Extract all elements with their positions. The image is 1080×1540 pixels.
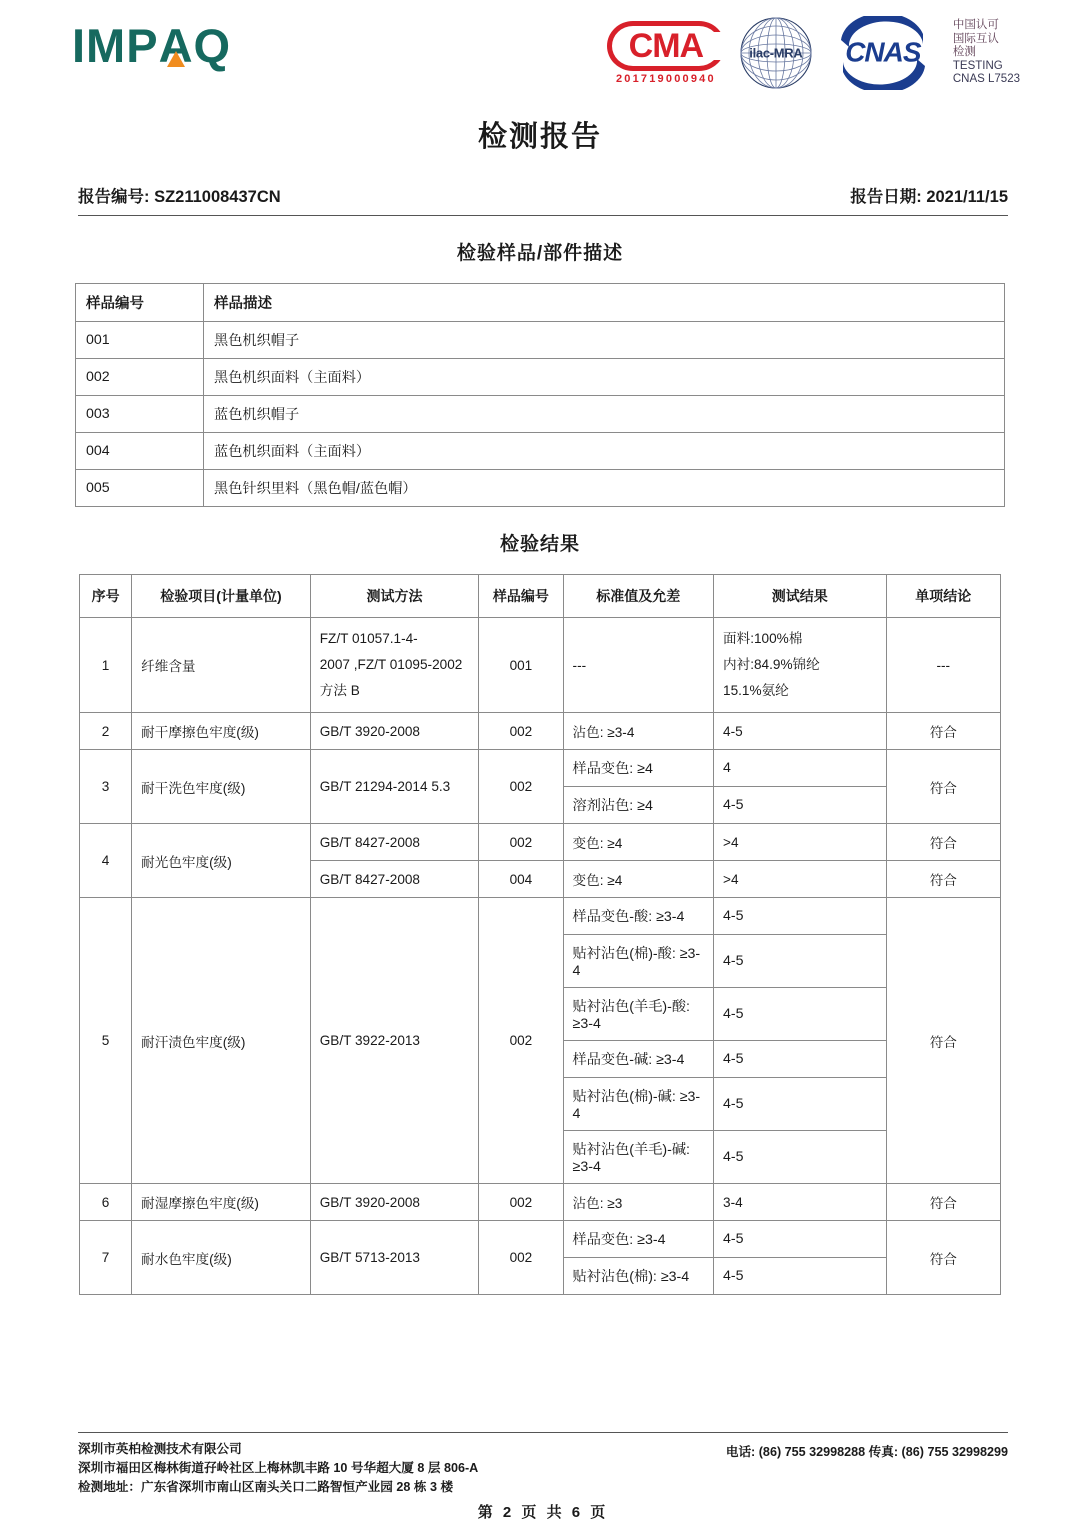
report-date: 报告日期: 2021/11/15 xyxy=(850,188,1008,206)
result-sample: 004 xyxy=(479,861,563,898)
table-row xyxy=(80,1184,1001,1221)
samples-col-id: 样品编号 xyxy=(76,284,204,322)
result-conclusion: 符合 xyxy=(886,861,1000,898)
subrow-result: 4-5 xyxy=(714,1078,886,1131)
result-method: GB/T 8427-2008 xyxy=(310,861,479,898)
subrow-std: 贴衬沾色(棉): ≥3-4 xyxy=(564,1258,714,1295)
sample-desc: 黑色针织里料（黑色帽/蓝色帽） xyxy=(204,470,1005,507)
result-value: >4 xyxy=(714,824,887,861)
cma-letters: CMA xyxy=(628,26,704,65)
result-no: 6 xyxy=(80,1184,132,1221)
result-sample: 002 xyxy=(479,1184,563,1221)
result-item: 耐干摩擦色牢度(级) xyxy=(132,713,311,750)
footer-content xyxy=(78,1440,1008,1497)
table-row xyxy=(80,750,1001,824)
subrow xyxy=(564,988,886,1041)
result-no: 2 xyxy=(80,713,132,750)
report-number: 报告编号: SZ211008437CN xyxy=(78,188,281,206)
subrow xyxy=(564,1041,886,1078)
subrow-table xyxy=(564,750,886,823)
result-sample: 002 xyxy=(479,1221,563,1295)
results-section-title: 检验结果 xyxy=(499,534,580,555)
result-conclusion: 符合 xyxy=(886,1184,1000,1221)
subrow-std: 样品变色: ≥4 xyxy=(564,750,714,787)
results-col-sample: 样品编号 xyxy=(479,575,563,618)
subrow-std: 样品变色-酸: ≥3-4 xyxy=(564,898,714,935)
result-std: 沾色: ≥3 xyxy=(563,1184,713,1221)
sample-desc: 蓝色机织帽子 xyxy=(204,396,1005,433)
result-sample: 002 xyxy=(479,898,563,1184)
subrow-std: 溶剂沾色: ≥4 xyxy=(564,787,714,824)
result-sample: 002 xyxy=(479,824,563,861)
result-no: 5 xyxy=(80,898,132,1184)
table-row xyxy=(80,618,1001,713)
method-line: FZ/T 01057.1-4- xyxy=(319,631,418,646)
result-subrows xyxy=(563,1221,886,1295)
result-std: 变色: ≥4 xyxy=(563,824,713,861)
result-no: 3 xyxy=(80,750,132,824)
cnas-caption-line-5: CNAS L7523 xyxy=(952,73,1020,86)
cma-number: 201719000940 xyxy=(615,73,716,85)
report-page xyxy=(0,12,1080,1540)
result-line: 面料:100%棉 xyxy=(723,631,803,646)
result-method: GB/T 8427-2008 xyxy=(310,824,479,861)
table-row xyxy=(76,470,1005,507)
method-line: 2007 ,FZ/T 01095-2002 xyxy=(319,657,463,672)
table-row xyxy=(76,396,1005,433)
result-value: 3-4 xyxy=(714,1184,887,1221)
impaq-logo xyxy=(72,19,232,72)
sample-id: 001 xyxy=(76,322,204,359)
result-method: GB/T 3920-2008 xyxy=(310,713,479,750)
result-value xyxy=(714,618,887,713)
cnas-caption-line-2: 国际互认 xyxy=(952,32,999,45)
result-method: GB/T 21294-2014 5.3 xyxy=(310,750,479,824)
subrow-result: 4-5 xyxy=(714,988,886,1041)
table-row xyxy=(76,359,1005,396)
samples-col-desc: 样品描述 xyxy=(204,284,1005,322)
orange-triangle-icon xyxy=(167,51,185,67)
table-row xyxy=(80,824,1001,861)
subrow xyxy=(564,1131,886,1184)
subrow xyxy=(564,898,886,935)
subrow-result: 4-5 xyxy=(723,1149,744,1165)
subrow xyxy=(564,935,886,988)
result-value: 4-5 xyxy=(714,713,887,750)
impaq-logo-text-part3: Q xyxy=(193,19,232,72)
result-conclusion: 符合 xyxy=(886,898,1000,1184)
subrow-std: 样品变色-碱: ≥3-4 xyxy=(564,1041,714,1078)
subrow xyxy=(564,1258,886,1295)
subrow-std: 贴衬沾色(棉)-碱: ≥3-4 xyxy=(564,1078,714,1131)
result-item: 耐汗渍色牢度(级) xyxy=(132,898,311,1184)
result-no: 1 xyxy=(80,618,132,713)
impaq-logo-text-part2: A xyxy=(158,19,194,72)
cma-mark-icon xyxy=(607,21,725,71)
result-conclusion: 符合 xyxy=(886,750,1000,824)
result-item: 纤维含量 xyxy=(132,618,311,713)
sample-desc: 黑色机织帽子 xyxy=(204,322,1005,359)
subrow-result: 4-5 xyxy=(714,1221,886,1258)
result-no: 4 xyxy=(80,824,132,898)
table-row xyxy=(76,433,1005,470)
subrow-std: 贴衬沾色(羊毛)-酸: ≥3-4 xyxy=(564,988,714,1041)
subrow xyxy=(564,750,886,787)
sample-id: 002 xyxy=(76,359,204,396)
subrow-table xyxy=(564,898,886,1183)
result-conclusion: 符合 xyxy=(886,824,1000,861)
cma-logo xyxy=(607,21,725,85)
result-sample: 002 xyxy=(479,750,563,824)
result-item: 耐湿摩擦色牢度(级) xyxy=(132,1184,311,1221)
header-divider xyxy=(78,215,1008,216)
sample-id: 004 xyxy=(76,433,204,470)
cnas-caption xyxy=(953,19,1020,87)
results-col-result: 测试结果 xyxy=(714,575,887,618)
results-table xyxy=(79,574,1001,1295)
result-method xyxy=(310,618,479,713)
samples-section-title: 检验样品/部件描述 xyxy=(456,243,624,264)
report-reference-line xyxy=(78,183,1008,207)
subrow-result: 4-5 xyxy=(714,1041,886,1078)
subrow-result: 4 xyxy=(714,750,886,787)
result-conclusion: 符合 xyxy=(886,1221,1000,1295)
footer-divider xyxy=(78,1432,1008,1433)
result-item: 耐干洗色牢度(级) xyxy=(132,750,311,824)
results-col-std: 标准值及允差 xyxy=(563,575,713,618)
result-value: >4 xyxy=(714,861,887,898)
cnas-caption-line-3: 检测 xyxy=(952,46,976,59)
page-footer xyxy=(78,1432,1008,1522)
result-conclusion: --- xyxy=(886,618,1000,713)
cnas-logo xyxy=(827,16,939,90)
table-row xyxy=(80,713,1001,750)
footer-lab-address: 检测地址：广东省深圳市南山区南头关口二路智恒产业园 28 栋 3 楼 xyxy=(78,1480,454,1494)
result-sample: 001 xyxy=(479,618,563,713)
sample-desc: 蓝色机织面料（主面料） xyxy=(204,433,1005,470)
results-col-item: 检验项目(计量单位) xyxy=(132,575,311,618)
result-line: 15.1%氨纶 xyxy=(723,683,789,698)
subrow xyxy=(564,787,886,824)
ilac-mra-logo xyxy=(739,16,813,90)
table-row xyxy=(80,1221,1001,1295)
result-item: 耐水色牢度(级) xyxy=(132,1221,311,1295)
result-sample: 002 xyxy=(479,713,563,750)
footer-address-block xyxy=(78,1440,478,1497)
samples-table xyxy=(75,283,1005,507)
sample-desc: 黑色机织面料（主面料） xyxy=(204,359,1005,396)
samples-table-header-row xyxy=(76,284,1005,322)
result-std: --- xyxy=(563,618,713,713)
cnas-caption-line-1: 中国认可 xyxy=(952,19,999,32)
ilac-mra-text: ilac-MRA xyxy=(749,45,803,61)
page-number: 第 2 页 共 6 页 xyxy=(477,1504,609,1521)
certification-logos xyxy=(607,16,1020,90)
table-row xyxy=(76,322,1005,359)
table-row xyxy=(80,898,1001,1184)
subrow xyxy=(564,1221,886,1258)
subrow-result: 4-5 xyxy=(714,935,886,988)
impaq-logo-text-part1: IMP xyxy=(72,19,159,72)
page-title: 检测报告 xyxy=(477,121,602,153)
results-table-header-row xyxy=(80,575,1001,618)
cnas-caption-line-4: TESTING xyxy=(952,59,1003,72)
results-col-no: 序号 xyxy=(80,575,132,618)
results-col-conclusion: 单项结论 xyxy=(886,575,1000,618)
result-method: GB/T 3920-2008 xyxy=(310,1184,479,1221)
footer-address: 深圳市福田区梅林街道孖岭社区上梅林凯丰路 10 号华超大厦 8 层 806-A xyxy=(78,1461,479,1475)
result-conclusion: 符合 xyxy=(886,713,1000,750)
subrow-std: 贴衬沾色(棉)-酸: ≥3-4 xyxy=(564,935,714,988)
result-subrows xyxy=(563,750,886,824)
result-std: 变色: ≥4 xyxy=(563,861,713,898)
subrow xyxy=(564,1078,886,1131)
result-item: 耐光色牢度(级) xyxy=(132,824,311,898)
result-subrows xyxy=(563,898,886,1184)
result-method: GB/T 3922-2013 xyxy=(310,898,479,1184)
footer-contact: 电话: (86) 755 32998288 传真: (86) 755 32998299 xyxy=(725,1445,1008,1459)
subrow-result: 4-5 xyxy=(723,797,744,813)
sample-id: 003 xyxy=(76,396,204,433)
footer-company: 深圳市英柏检测技术有限公司 xyxy=(78,1442,242,1456)
subrow-table xyxy=(564,1221,886,1294)
result-no: 7 xyxy=(80,1221,132,1295)
subrow-std: 样品变色: ≥3-4 xyxy=(564,1221,714,1258)
sample-id: 005 xyxy=(76,470,204,507)
method-line: 方法 B xyxy=(319,683,360,698)
result-method: GB/T 5713-2013 xyxy=(310,1221,479,1295)
result-std: 沾色: ≥3-4 xyxy=(563,713,713,750)
subrow-result: 4-5 xyxy=(723,1268,744,1284)
result-line: 内衬:84.9%锦纶 xyxy=(723,657,820,672)
page-header xyxy=(72,12,1020,108)
cnas-text: CNAS xyxy=(845,36,921,68)
impaq-logo-a-wrap xyxy=(158,19,194,72)
subrow-std: 贴衬沾色(羊毛)-碱: ≥3-4 xyxy=(564,1131,714,1184)
subrow-result: 4-5 xyxy=(714,898,886,935)
results-col-method: 测试方法 xyxy=(310,575,479,618)
